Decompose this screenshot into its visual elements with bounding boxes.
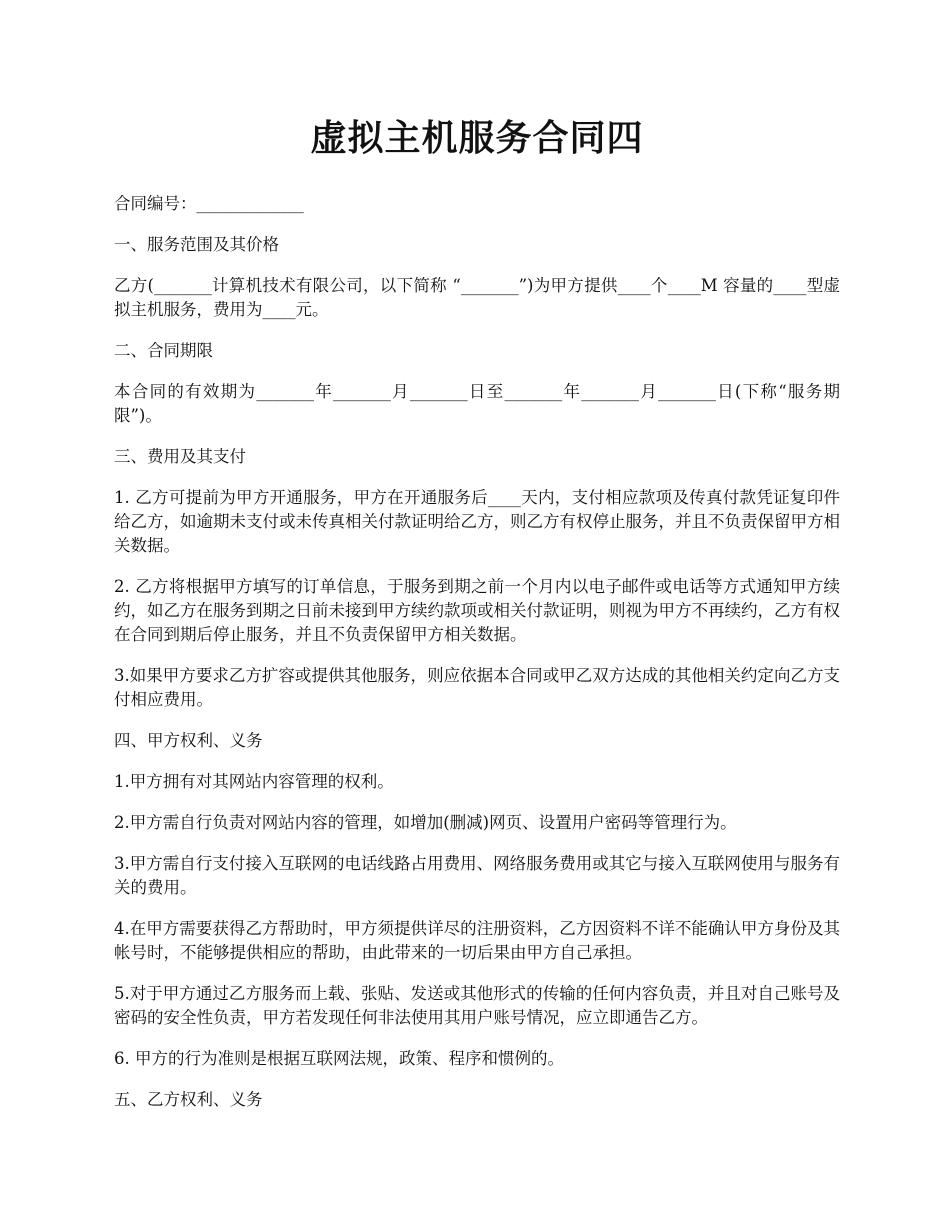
document-page bbox=[114, 110, 840, 1129]
paragraph: 2.甲方需自行负责对网站内容的管理，如增加(删减)网页、设置用户密码等管理行为。 bbox=[114, 813, 737, 832]
section-heading-5: 五、乙方权利、义务 bbox=[114, 1090, 263, 1109]
paragraph: 6. 甲方的行为准则是根据互联网法规，政策、程序和惯例的。 bbox=[114, 1049, 564, 1068]
contract-number: 合同编号：_____________ bbox=[114, 194, 304, 213]
paragraph: 3.如果甲方要求乙方扩容或提供其他服务，则应依据本合同或甲乙双方达成的其他相关约定向乙方支付相应费用。 bbox=[114, 666, 840, 709]
paragraph: 1.甲方拥有对其网站内容管理的权利。 bbox=[114, 772, 394, 791]
paragraph: 1. 乙方可提前为甲方开通服务，甲方在开通服务后____天内，支付相应款项及传真付款凭证复印件给乙方，如逾期未支付或未传真相关付款证明给乙方，则乙方有权停止服务，并且不负责保留甲方相关数据。 bbox=[114, 488, 840, 555]
paragraph: 本合同的有效期为_______年_______月_______日至_______年_______月_______日(下称“服务期限”)。 bbox=[114, 382, 840, 425]
section-heading-1: 一、服务范围及其价格 bbox=[114, 235, 279, 254]
document-title: 虚拟主机服务合同四 bbox=[310, 117, 644, 159]
paragraph: 4.在甲方需要获得乙方帮助时，甲方须提供详尽的注册资料，乙方因资料不详不能确认甲方身份及其帐号时，不能够提供相应的帮助，由此带来的一切后果由甲方自己承担。 bbox=[114, 919, 840, 962]
paragraph: 2. 乙方将根据甲方填写的订单信息，于服务到期之前一个月内以电子邮件或电话等方式通知甲方续约，如乙方在服务到期之日前未接到甲方续约款项或相关付款证明，则视为甲方不再续约，乙方有权在合同到期后停止服务，并且不负责保留甲方相关数据。 bbox=[114, 577, 840, 644]
paragraph: 3.甲方需自行支付接入互联网的电话线路占用费用、网络服务费用或其它与接入互联网使用与服务有关的费用。 bbox=[114, 854, 840, 897]
section-heading-3: 三、费用及其支付 bbox=[114, 447, 246, 466]
paragraph: 乙方(_______计算机技术有限公司，以下简称 “_______”)为甲方提供____个____M 容量的____型虚拟主机服务，费用为____元。 bbox=[114, 276, 840, 319]
paragraph: 5.对于甲方通过乙方服务而上载、张贴、发送或其他形式的传输的任何内容负责，并且对自己账号及密码的安全性负责，甲方若发现任何非法使用其用户账号情况，应立即通告乙方。 bbox=[114, 984, 840, 1027]
section-heading-4: 四、甲方权利、义务 bbox=[114, 731, 263, 750]
section-heading-2: 二、合同期限 bbox=[114, 341, 213, 360]
